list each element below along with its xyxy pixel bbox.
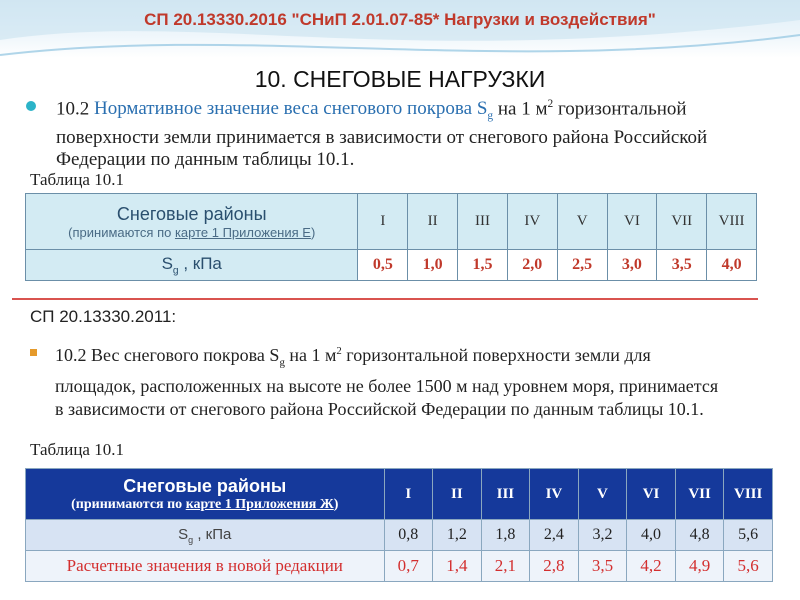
- table1-region-7: VII: [657, 194, 707, 250]
- bullet-dot-icon: [26, 101, 36, 111]
- table2-row2-value-6: 4,2: [627, 551, 676, 582]
- table2-row2-value-5: 3,5: [578, 551, 627, 582]
- para2-superscript: 2: [336, 345, 342, 357]
- table1-region-8: VIII: [707, 194, 757, 250]
- table2-row1-value-2: 1,2: [433, 520, 482, 551]
- table1-header-sub: [26, 225, 357, 240]
- paragraph-number: 10.2: [56, 98, 90, 120]
- table2-new-values-row: [26, 551, 773, 582]
- document-title: СП 20.13330.2016 "СНиП 2.01.07-85* Нагрузки и воздействия": [144, 10, 656, 29]
- table2-row2-label: Расчетные значения в новой редакции: [26, 551, 385, 582]
- table2-row1-value-4: 2,4: [530, 520, 579, 551]
- table2-row1-value-7: 4,8: [675, 520, 724, 551]
- table2-map-link[interactable]: карте 1 Приложения Ж: [185, 496, 334, 512]
- table1-value-5: 2,5: [557, 250, 607, 281]
- table2-row2-value-4: 2,8: [530, 551, 579, 582]
- section2-title: СП 20.13330.2011:: [30, 307, 177, 326]
- table1-map-link[interactable]: карте 1 Приложения Е: [174, 224, 311, 240]
- table2-header-label-cell: [26, 469, 385, 520]
- table2-row2-value-3: 2,1: [481, 551, 530, 582]
- paragraph-text-a: на 1 м: [493, 98, 548, 120]
- table2-region-6: VI: [627, 469, 676, 520]
- table1-region-6: VI: [607, 194, 657, 250]
- table1-value-4: 2,0: [507, 250, 557, 281]
- table2-header-sub: [26, 497, 384, 513]
- table2-header-row: [26, 469, 773, 520]
- table2-row1-value-6: 4,0: [627, 520, 676, 551]
- table1-label-s: S: [161, 253, 173, 273]
- snow-load-table-2016: [25, 193, 757, 281]
- table1-label-unit: , кПа: [178, 253, 222, 273]
- table1-value-6: 3,0: [607, 250, 657, 281]
- para2-text-a: 10.2 Вес снегового покрова S: [55, 345, 280, 365]
- highlight-text: Нормативное значение веса снегового покрова S: [94, 98, 488, 120]
- highlight-subscript: g: [487, 110, 494, 123]
- table2-header-sub-a: (принимаются по: [71, 496, 186, 512]
- table1-region-5: V: [557, 194, 607, 250]
- table2-region-3: III: [481, 469, 530, 520]
- table1-region-3: III: [458, 194, 508, 250]
- table2-region-5: V: [578, 469, 627, 520]
- table1-header-sub-a: (принимаются по: [68, 224, 175, 240]
- table2-header-sub-b: ): [333, 496, 339, 512]
- table2-row2-value-2: 1,4: [433, 551, 482, 582]
- snow-load-table-2011: [25, 468, 773, 582]
- table2-label-s: S: [178, 525, 189, 543]
- table2-row1-value-1: 0,8: [384, 520, 433, 551]
- section-divider: [12, 298, 758, 300]
- section-title: 10. СНЕГОВЫЕ НАГРУЗКИ: [254, 66, 546, 92]
- table1-header-label-cell: [26, 194, 358, 250]
- table2-label-unit: , кПа: [193, 525, 232, 543]
- table2-region-2: II: [433, 469, 482, 520]
- table1-header-row: [26, 194, 757, 250]
- paragraph-text-b: горизонтальной поверхности земли принимается в зависимости от снегового района Российской Федерации по данным таблицы 10.1.: [56, 98, 708, 171]
- table2-row2-value-7: 4,9: [675, 551, 724, 582]
- table2-row2-value-8: 5,6: [724, 551, 773, 582]
- table1-row-label: [26, 250, 358, 281]
- table1-value-3: 1,5: [458, 250, 508, 281]
- paragraph-10-2-2016: [56, 93, 776, 171]
- para2-subscript: g: [279, 356, 285, 369]
- table2-region-7: VII: [675, 469, 724, 520]
- para2-text-b: на 1 м: [284, 345, 337, 365]
- para2-text-c: горизонтальной поверхности земли для площадок, расположенных на высоте не более 1500 м над уровнем моря, принимается в зависимости от снегового района Российской Федерации по данным таблицы 10.1.: [55, 345, 719, 419]
- table2-row2-value-1: 0,7: [384, 551, 433, 582]
- table2-label-sub: g: [188, 534, 194, 545]
- table2-header-main: Снеговые районы: [123, 475, 287, 496]
- table1-value-2: 1,0: [408, 250, 458, 281]
- paragraph-superscript: 2: [547, 98, 554, 110]
- table1-values-row: [26, 250, 757, 281]
- table1-value-1: 0,5: [358, 250, 408, 281]
- table1-region-4: IV: [507, 194, 557, 250]
- table1-header-main: Снеговые районы: [116, 203, 267, 224]
- table2-region-8: VIII: [724, 469, 773, 520]
- table1-region-2: II: [408, 194, 458, 250]
- table2-region-1: I: [384, 469, 433, 520]
- table1-value-7: 3,5: [657, 250, 707, 281]
- table2-row1-value-5: 3,2: [578, 520, 627, 551]
- table2-region-4: IV: [530, 469, 579, 520]
- table1-region-1: I: [358, 194, 408, 250]
- table1-label-sub: g: [172, 265, 179, 277]
- table2-row1-label: [26, 520, 385, 551]
- table2-caption: Таблица 10.1: [30, 440, 124, 459]
- table2-row1-value-3: 1,8: [481, 520, 530, 551]
- table1-caption: Таблица 10.1: [30, 170, 124, 189]
- bullet-square-icon: [30, 349, 37, 356]
- table2-values-row: [26, 520, 773, 551]
- table1-value-8: 4,0: [707, 250, 757, 281]
- paragraph-10-2-2011: [55, 340, 725, 421]
- table1-header-sub-b: ): [310, 224, 316, 240]
- paragraph-highlight: [94, 98, 494, 123]
- table2-row1-value-8: 5,6: [724, 520, 773, 551]
